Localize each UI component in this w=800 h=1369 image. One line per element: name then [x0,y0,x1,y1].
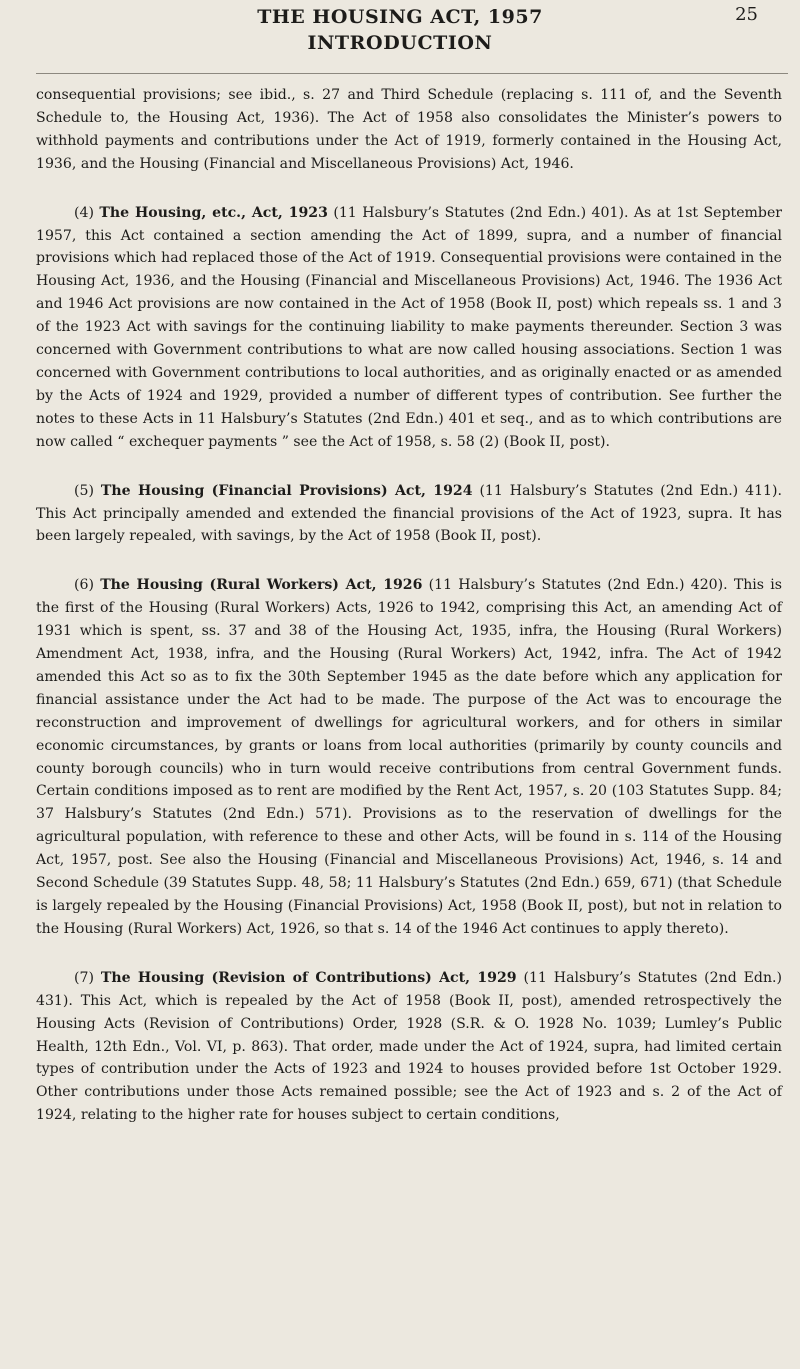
paragraph-text: consequential provisions; see ibid., s. 27 and Third Schedule (replacing s. 111 of, and the Seventh Schedule to, the Housing Act, 1936). The Act of 1958 also consolidates the Minister’s powers to withhold payments and contributions under the Act of 1919, formerly contained in the Housing Act, 1936, and the Housing (Financial and Miscellaneous Provisions) Act, 1946. [36,87,782,172]
paragraph-4 [36,202,782,454]
paragraph-text: (11 Halsbury’s Statutes (2nd Edn.) 411). This Act principally amended and extended the financial provisions of the Act of 1923, supra. It has been largely repealed, with savings, by the Act of 1958 (Book II, post). [36,482,782,545]
paragraph-text: (11 Halsbury’s Statutes (2nd Edn.) 401). As at 1st September 1957, this Act contained a section amending the Act of 1899, supra, and a number of financial provisions which had replaced those of the Act of 1919. Consequential provisions were contained in the Housing Act, 1936, and the Housing (Financial and Miscellaneous Provisions) Act, 1946. The 1936 Act and 1946 Act provisions are now contained in the Act of 1958 (Book II, post) which repeals ss. 1 and 3 of the 1923 Act with savings for the continuing liability to make payments thereunder. Section 3 was concerned with Government contributions to what are now called housing associations. Section 1 was concerned with Government contributions to local authorities, and as originally enacted or as amended by the Acts of 1924 and 1929, provided a number of different types of contribution. See further the notes to these Acts in 11 Halsbury’s Statutes (2nd Edn.) 401 et seq., and as to which contributions are now called “ exchequer payments ” see the Act of 1958, s. 58 (2) (Book II, post). [36,204,783,450]
paragraph-text: (11 Halsbury’s Statutes (2nd Edn.) 420). This is the first of the Housing (Rural Workers) Acts, 1926 to 1942, comprising this Act, an amending Act of 1931 which is spent, ss. 37 and 38 of the Housing Act, 1935, infra, the Housing (Rural Workers) Amendment Act, 1938, infra, and the Housing (Rural Workers) Act, 1942, infra. The Act of 1942 amended this Act so as to fix the 30th September 1945 as the date before which any application for financial assistance under the Act had to be made. The purpose of the Act was to encourage the reconstruction and improvement of dwellings for agricultural workers, and for others in similar economic circumstances, by grants or loans from local authorities (primarily by county councils and county borough councils) who in turn would receive contributions from central Government funds. Certain conditions imposed as to rent are modified by the Rent Act, 1957, s. 20 (103 Statutes Supp. 84; 37 Halsbury’s Statutes (2nd Edn.) 571). Provisions as to the reservation of dwellings for the agricultural population, with reference to these and other Acts, will be found in s. 114 of the Housing Act, 1957, post. See also the Housing (Financial and Miscellaneous Provisions) Act, 1946, s. 14 and Second Schedule (39 Statutes Supp. 48, 58; 11 Halsbury’s Statutes (2nd Edn.) 659, 671) (that Schedule is largely repealed by the Housing (Financial Provisions) Act, 1958 (Book II, post), but not in relation to the Housing (Rural Workers) Act, 1926, so that s. 14 of the 1946 Act continues to apply thereto). [36,577,782,937]
act-heading: The Housing, etc., Act, 1923 [99,204,328,221]
running-title: THE HOUSING ACT, 1957 [257,6,543,28]
paragraph-number: (4) [74,204,94,221]
act-heading: The Housing (Rural Workers) Act, 1926 [100,577,423,594]
act-heading: The Housing (Financial Provisions) Act, 1924 [100,482,473,499]
header-rule [36,73,788,74]
paragraph-7 [36,967,782,1127]
paragraph-text: (11 Halsbury’s Statutes (2nd Edn.) 431). This Act, which is repealed by the Act of 1958 (Book II, post), amended retrospectively the Housing Acts (Revision of Contributions) Order, 1928 (S.R. & O. 1928 No. 1039; Lumley’s Public Health, 12th Edn., Vol. VI, p. 863). That order, made under the Act of 1924, supra, had limited certain types of contribution under the Acts of 1923 and 1924 to houses provided before 1st October 1929. Other contributions under those Acts remained possible; see the Act of 1923 and s. 2 of the Act of 1924, relating to the higher rate for houses subject to certain conditions, [36,969,782,1124]
paragraph-6 [36,574,782,941]
section-title: INTRODUCTION [307,32,493,54]
paragraph-number: (7) [74,969,94,986]
body-text [36,84,782,1127]
paragraph-number: (6) [74,577,94,594]
paragraph-5 [36,480,782,549]
act-heading: The Housing (Revision of Contributions) Act, 1929 [100,969,517,986]
paragraph-continuation [36,84,782,176]
page-number: 25 [735,4,758,25]
paragraph-number: (5) [74,482,94,499]
